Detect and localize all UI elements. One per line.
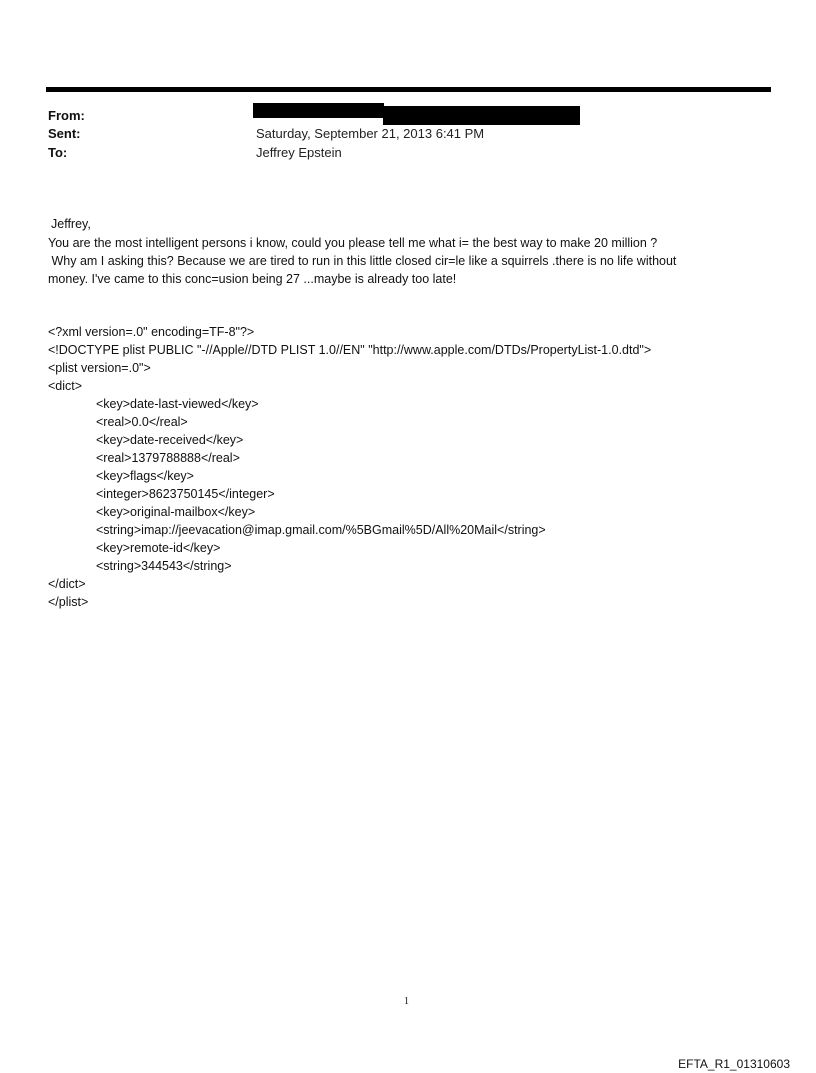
to-label: To: [48, 145, 68, 160]
bates-number: EFTA_R1_01310603 [678, 1057, 790, 1071]
plist-line: </plist> [48, 595, 89, 609]
to-value: Jeffrey Epstein [256, 145, 342, 160]
plist-line: <real>1379788888</real> [96, 451, 240, 465]
plist-line: <key>remote-id</key> [96, 541, 221, 555]
plist-line: <integer>8623750145</integer> [96, 487, 275, 501]
plist-line: <plist version=.0"> [48, 361, 151, 375]
plist-line: </dict> [48, 577, 86, 591]
plist-line: <string>imap://jeevacation@imap.gmail.com/%5BGmail%5D/All%20Mail</string> [96, 523, 546, 537]
message-greeting: Jeffrey, [51, 217, 91, 231]
plist-line: <real>0.0</real> [96, 415, 188, 429]
plist-line: <?xml version=.0" encoding=TF-8"?> [48, 325, 255, 339]
sent-value: Saturday, September 21, 2013 6:41 PM [256, 126, 485, 141]
message-line: You are the most intelligent persons i know, could you please tell me what i= the best way to make 20 million ? [48, 236, 658, 250]
plist-line: <key>date-received</key> [96, 433, 244, 447]
redaction-block [253, 103, 384, 118]
plist-line: <string>344543</string> [96, 559, 232, 573]
plist-line: <dict> [48, 379, 83, 393]
plist-line: <key>date-last-viewed</key> [96, 397, 259, 411]
from-label: From: [48, 108, 85, 123]
plist-line: <!DOCTYPE plist PUBLIC "-//Apple//DTD PLIST 1.0//EN" "http://www.apple.com/DTDs/PropertyList-1.0.dtd"> [48, 343, 652, 357]
message-line: money. I've came to this conc=usion being 27 ...maybe is already too late! [48, 272, 457, 286]
page-number: 1 [404, 996, 409, 1007]
header-divider [46, 87, 771, 92]
redaction-block [383, 106, 580, 125]
message-line: Why am I asking this? Because we are tired to run in this little closed cir=le like a squirrels .there is no life without [48, 254, 677, 268]
plist-line: <key>flags</key> [96, 469, 194, 483]
sent-label: Sent: [48, 126, 81, 141]
plist-line: <key>original-mailbox</key> [96, 505, 256, 519]
